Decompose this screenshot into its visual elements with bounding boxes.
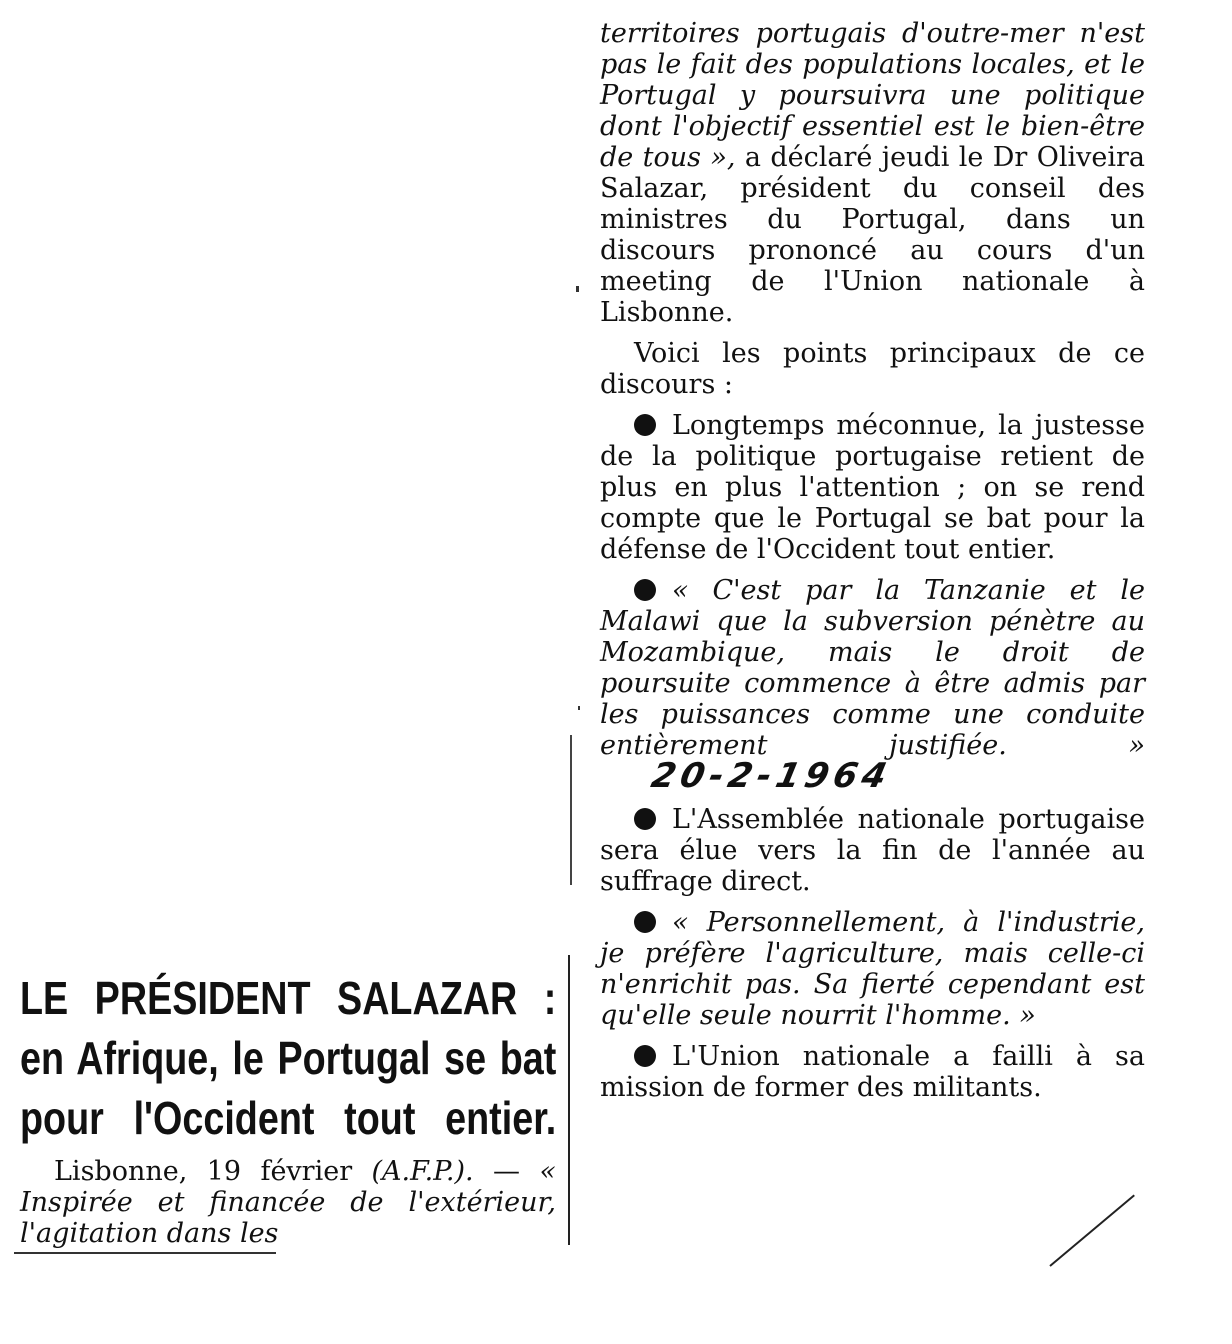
point-item-4 (600, 907, 1145, 1031)
lead-quote: « Inspirée et financée de l'extérieur, l'agitation dans les (20, 1156, 556, 1249)
quote-continuation: territoires portugais d'outre-mer n'est pas le fait des populations locales, et le Portugal y poursuivra une politique dont l'objectif essentiel est le bien-être de tous », (600, 18, 1145, 173)
attribution-text: a déclaré jeudi le Dr Oliveira Salazar, président du conseil des ministres du Portugal, dans un discours prononcé au cours d'un meeting de l'Union nationale à Lisbonne. (600, 142, 1145, 328)
point-text: Longtemps méconnue, la justesse de la politique portugaise retient de plus en plus l'attention ; on se rend compte que le Portugal se bat pour la défense de l'Occident tout entier. (600, 410, 1145, 565)
point-text: « Personnellement, à l'industrie, je préfère l'agriculture, mais celle-ci n'enrichit pas. Sa fierté cependant est qu'elle seule nourrit l'homme. » (600, 907, 1145, 1031)
bullet-icon (634, 911, 656, 933)
bullet-icon (634, 1045, 656, 1067)
agency-credit: (A.F.P.). (371, 1156, 474, 1187)
article-lead (20, 1156, 556, 1249)
points-intro: Voici les points principaux de ce discours : (600, 338, 1145, 400)
column-rule (568, 955, 570, 1245)
bullet-icon (634, 808, 656, 830)
point-text: L'Union nationale a failli à sa mission de former des militants. (600, 1041, 1145, 1103)
handwritten-date: 20-2-1964 (647, 756, 896, 796)
point-text: « C'est par la Tanzanie et le Malawi que la subversion pénètre au Mozambique, mais le droit de poursuite commence à être admis par les puissances comme une conduite entièrement justifiée. » (600, 575, 1145, 761)
point-item-5 (600, 1041, 1145, 1103)
dateline: Lisbonne, 19 février (54, 1156, 353, 1187)
bullet-icon (634, 579, 656, 601)
scan-speck (578, 706, 580, 710)
bullet-icon (634, 414, 656, 436)
article-paragraph-continuation (600, 18, 1145, 328)
article-headline: LE PRÉSIDENT SALAZAR : en Afrique, le Portugal se bat pour l'Occident tout entier. (20, 972, 557, 1144)
point-text: L'Assemblée nationale portugaise sera élue vers la fin de l'année au suffrage direct. (600, 804, 1145, 897)
clipping-underline (14, 1252, 276, 1254)
point-item-3 (600, 804, 1145, 897)
pen-stroke-mark (1049, 1195, 1135, 1267)
point-item-1 (600, 410, 1145, 565)
column-rule-upper (570, 735, 572, 885)
point-item-2 (600, 575, 1145, 794)
lead-dash: — (493, 1156, 540, 1187)
article-column-right (600, 18, 1145, 1103)
scan-speck (576, 286, 579, 292)
lead-paragraph (20, 1156, 556, 1249)
